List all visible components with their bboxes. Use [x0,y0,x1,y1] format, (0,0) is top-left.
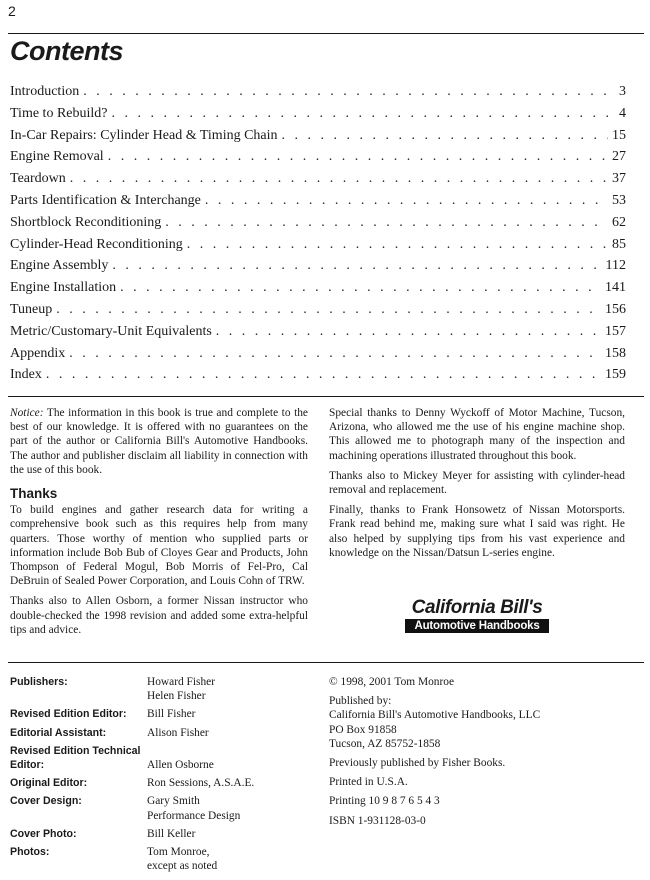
toc-entry[interactable] [10,171,626,193]
toc-entry[interactable] [10,346,626,368]
credit-value [147,744,310,772]
credit-name: except as noted [147,860,218,873]
thanks-paragraph: Finally, thanks to Frank Honsowetz of Nissan Motorsports. Frank read behind me, making sure what I said was right. He also helped by supplying tips from his vast experience and knowledge on the Nissan/Datsun L-series engine. [329,504,625,559]
toc-entry-page: 37 [612,171,626,187]
right-column [329,406,625,566]
credit-row [10,675,310,703]
toc-leader-dots [165,215,608,231]
printed-in-line: Printed in U.S.A. [329,776,408,789]
toc-entry-page: 3 [619,84,626,99]
credit-label: Editorial Assistant: [10,726,107,739]
toc-entry-page: 62 [612,214,626,230]
publisher-address [329,694,625,751]
toc-leader-dots [108,149,608,165]
toc-entry-title: Time to Rebuild? [10,105,108,121]
toc-leader-dots [70,171,608,187]
toc-entry-title: Index [10,367,42,383]
toc-entry[interactable] [10,128,626,150]
toc-entry-page: 85 [612,236,626,252]
toc-entry-title: Appendix [10,345,66,361]
toc-entry-page: 15 [612,127,626,143]
toc-entry-page: 141 [605,280,626,296]
credit-row [10,827,310,841]
credit-name: Allen Osborne [147,758,214,771]
table-of-contents [10,84,626,389]
credit-value [147,726,310,740]
toc-leader-dots [120,280,601,296]
toc-leader-dots [216,324,601,340]
toc-entry-page: 27 [612,149,626,165]
credit-label: Photos: [10,846,50,859]
notice-paragraph [10,406,308,477]
credit-label: Revised Edition Editor: [10,708,127,721]
isbn-line: ISBN 1-931128-03-0 [329,814,426,827]
previous-publisher-line: Previously published by Fisher Books. [329,757,506,770]
toc-entry-title: Parts Identification & Interchange [10,192,201,208]
toc-entry-title: Metric/Customary-Unit Equivalents [10,323,212,339]
thanks-paragraph: Special thanks to Denny Wyckoff of Motor Machine, Tucson, Arizona, who allowed me the use of his engine machine shop. This allowed me to photograph many of the inspection and machining operations illustrated throughout this book. [329,407,625,462]
credit-value [147,827,310,841]
toc-leader-dots [83,84,615,100]
credit-name: Bill Fisher [147,708,196,721]
credit-value [147,675,310,703]
toc-entry[interactable] [10,149,626,171]
toc-leader-dots [112,106,616,122]
toc-entry-page: 159 [605,367,626,383]
publisher-logo [405,597,549,633]
copyright-line: © 1998, 2001 Tom Monroe [329,676,455,688]
toc-entry[interactable] [10,367,626,389]
toc-entry-title: Engine Removal [10,149,104,165]
credit-name: Gary Smith [147,795,200,808]
address-line: Tucson, AZ 85752-1858 [329,737,441,750]
toc-entry[interactable] [10,280,626,302]
logo-brand-text: California Bill's [411,597,543,618]
credit-row [10,744,310,772]
toc-entry-page: 157 [605,323,626,339]
credit-name: Howard Fisher [147,676,216,688]
toc-entry-title: Cylinder-Head Reconditioning [10,236,183,252]
toc-leader-dots [187,237,608,253]
toc-entry[interactable] [10,84,626,106]
credit-row [10,726,310,740]
toc-entry[interactable] [10,302,626,324]
toc-leader-dots [69,346,601,362]
toc-entry[interactable] [10,258,626,280]
notice-label: Notice: [10,407,44,419]
toc-entry-title: In-Car Repairs: Cylinder Head & Timing Chain [10,127,278,143]
credit-value [147,845,310,873]
credit-name: Bill Keller [147,827,196,840]
toc-entry-title: Engine Installation [10,280,117,296]
toc-entry[interactable] [10,193,626,215]
toc-entry-page: 4 [619,105,626,121]
publication-info [329,675,625,833]
credits-list [10,675,310,877]
credit-label: Cover Design: [10,795,82,808]
page-number: 2 [8,3,16,19]
credits-divider [8,662,644,663]
toc-entry-page: 112 [605,258,626,274]
toc-leader-dots [56,302,601,318]
toc-entry[interactable] [10,237,626,259]
toc-entry-page: 158 [605,345,626,361]
address-line: Published by: [329,695,392,708]
credit-name: Alison Fisher [147,726,209,739]
top-divider [8,33,644,34]
printing-line: Printing 10 9 8 7 6 5 4 3 [329,795,440,808]
toc-entry[interactable] [10,324,626,346]
toc-entry-title: Shortblock Reconditioning [10,214,162,230]
toc-entry-title: Engine Assembly [10,258,109,274]
address-line: PO Box 91858 [329,723,397,736]
left-column [10,406,308,643]
page-title: Contents [10,36,123,66]
toc-entry-title: Teardown [10,171,66,187]
credit-label: Revised Edition Technical Editor: [10,744,141,772]
toc-leader-dots [46,367,601,383]
toc-entry[interactable] [10,106,626,128]
credit-value [147,776,310,790]
credit-label: Publishers: [10,676,68,688]
credit-row [10,707,310,721]
section-divider [8,396,644,397]
credit-row [10,845,310,873]
credit-name: Ron Sessions, A.S.A.E. [147,777,255,790]
toc-leader-dots [282,128,608,144]
credit-label: Cover Photo: [10,827,77,840]
thanks-paragraph: To build engines and gather research data for writing a comprehensive book such as this requires help from many quarters. Those worthy of mention who supplied parts or information include Bob Bub of Cloyes Gear and Products, John Thompson of Federal Mogul, Bob Morris of Fel-Pro, Cal DeBruin of Sealed Power Corporation, and Louis Cohn of TRW. [10,504,308,588]
toc-leader-dots [112,258,601,274]
logo-tagline: Automotive Handbooks [405,619,549,633]
toc-entry-title: Introduction [10,84,80,99]
toc-entry[interactable] [10,215,626,237]
credit-label: Original Editor: [10,777,88,790]
toc-entry-page: 53 [612,192,626,208]
thanks-heading: Thanks [10,486,58,502]
credit-name: Tom Monroe, [147,846,210,859]
credit-value [147,707,310,721]
toc-leader-dots [205,193,608,209]
thanks-paragraph: Thanks also to Allen Osborn, a former Nissan instructor who double-checked the 1998 revision and added some extra-helpful tips and advice. [10,595,308,636]
credit-row [10,794,310,822]
toc-entry-title: Tuneup [10,301,53,317]
address-line: California Bill's Automotive Handbooks, LLC [329,709,541,722]
credit-value [147,794,310,822]
notice-text: The information in this book is true and complete to the best of our knowledge. It is offered with no guarantees on the part of the author or California Bill's Automotive Handbooks. The author and publisher disclaim all liability in connection with the use of this book. [10,407,308,476]
credit-row [10,776,310,790]
toc-entry-page: 156 [605,301,626,317]
credit-name: Helen Fisher [147,690,206,703]
credit-name: Performance Design [147,809,241,822]
thanks-paragraph: Thanks also to Mickey Meyer for assisting with cylinder-head removal and replacement. [329,469,625,497]
